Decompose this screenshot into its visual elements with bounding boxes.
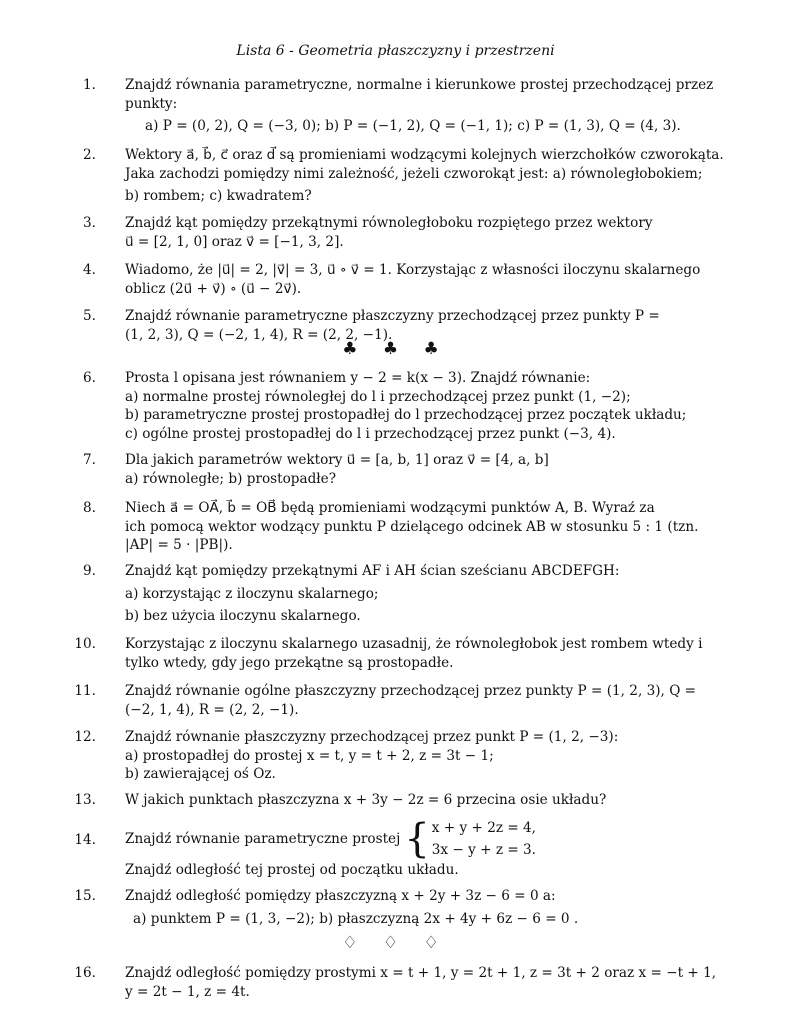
problem-number: 2. <box>83 147 96 163</box>
problem-text: |AP| = 5 · |PB|). <box>125 537 233 553</box>
equation-system <box>404 817 536 861</box>
problem-1 <box>83 76 714 136</box>
problem-text: Wiadomo, że |u⃗| = 2, |v⃗| = 3, u⃗ ∘ v⃗ = 1. Korzystając z własności iloczynu skalarnego <box>125 262 701 278</box>
problem-text: punkty: <box>125 95 178 112</box>
problem-8 <box>83 499 699 555</box>
problem-text: a) równoległe; b) prostopadłe? <box>125 470 337 487</box>
problem-number: 7. <box>83 452 96 468</box>
problem-text: u⃗ = [2, 1, 0] oraz v⃗ = [−1, 3, 2]. <box>125 233 344 250</box>
problem-number: 1. <box>83 77 96 93</box>
problem-text: a) normalne prostej równoległej do l i przechodzącej przez punkt (1, −2); <box>125 388 631 405</box>
problem-3 <box>83 214 662 251</box>
problem-text: Niech a⃗ = OA⃗, b⃗ = OB⃗ będą promieniami wodzącymi punktów A, B. Wyraź za <box>125 500 655 516</box>
problem-text: Znajdź równanie parametryczne prostej <box>125 830 401 847</box>
problem-11 <box>74 682 697 719</box>
problem-number: 11. <box>74 683 96 699</box>
problem-text: a) korzystając z iloczynu skalarnego; <box>125 585 379 602</box>
problem-9 <box>83 562 662 626</box>
problem-text: Znajdź równanie płaszczyzny przechodzącej przez punkt P = (1, 2, −3): <box>125 729 619 745</box>
problem-number: 14. <box>74 832 96 848</box>
problem-7 <box>83 451 662 488</box>
equation-line: 3x − y + z = 3. <box>431 842 537 858</box>
problem-options: a) P = (0, 2), Q = (−3, 0); b) P = (−1, 2), Q = (−1, 1); c) P = (1, 3), Q = (4, 3). <box>145 118 681 134</box>
problem-number: 4. <box>83 262 96 278</box>
problem-text: Korzystając z iloczynu skalarnego uzasadnij, że równoległobok jest rombem wtedy i <box>125 636 703 652</box>
problem-text: Jaka zachodzi pomiędzy nimi zależność, jeżeli czworokąt jest: a) równoległobokiem; <box>125 165 703 182</box>
problem-text: (−2, 1, 4), R = (2, 2, −1). <box>125 701 299 718</box>
problem-number: 15. <box>74 888 96 904</box>
problem-text: W jakich punktach płaszczyzna x + 3y − 2z = 6 przecina osie układu? <box>125 792 607 808</box>
problem-text: b) bez użycia iloczynu skalarnego. <box>125 608 361 624</box>
problem-number: 5. <box>83 308 96 324</box>
problem-number: 3. <box>83 215 96 231</box>
problem-text: oblicz (2u⃗ + v⃗) ∘ (u⃗ − 2v⃗). <box>125 280 302 297</box>
problem-2 <box>83 146 724 206</box>
problem-number: 16. <box>74 965 96 981</box>
equation-line: x + y + 2z = 4, <box>431 820 537 836</box>
problem-text: Dla jakich parametrów wektory u⃗ = [a, b, 1] oraz v⃗ = [4, a, b] <box>125 452 549 468</box>
problem-6 <box>83 369 687 443</box>
problem-text: b) zawierającej oś Oz. <box>125 766 276 782</box>
problem-text: a) prostopadłej do prostej x = t, y = t + 2, z = 3t − 1; <box>125 747 494 764</box>
problem-number: 10. <box>74 636 96 652</box>
problem-text: Znajdź odległość pomiędzy płaszczyzną x + 2y + 3z − 6 = 0 a: <box>125 888 556 904</box>
problem-text: b) rombem; c) kwadratem? <box>125 188 312 204</box>
problem-text: y = 2t − 1, z = 4t. <box>125 983 250 1000</box>
problem-text: Znajdź kąt pomiędzy przekątnymi AF i AH ścian sześcianu ABCDEFGH: <box>125 563 620 579</box>
problem-14 <box>74 816 662 880</box>
clubs-separator: ♣ ♣ ♣ <box>342 339 449 359</box>
brace-symbol: { <box>404 816 430 862</box>
page-title: Lista 6 - Geometria płaszczyzny i przestrzeni <box>236 43 555 59</box>
problem-number: 8. <box>83 500 96 516</box>
problem-number: 12. <box>74 729 96 745</box>
problem-16 <box>74 964 717 1001</box>
problem-text: Znajdź równania parametryczne, normalne i kierunkowe prostej przechodzącej przez <box>125 77 714 93</box>
diamonds-separator: ♢ ♢ ♢ <box>342 933 449 953</box>
problem-text: Znajdź równanie parametryczne płaszczyzny przechodzącej przez punkty P = <box>125 308 660 324</box>
problem-number: 13. <box>74 792 96 808</box>
problem-text: Znajdź odległość pomiędzy prostymi x = t + 1, y = 2t + 1, z = 3t + 2 oraz x = −t + 1, <box>125 965 717 981</box>
problem-12 <box>74 728 662 784</box>
problem-text: Prosta l opisana jest równaniem y − 2 = k(x − 3). Znajdź równanie: <box>125 370 591 386</box>
problem-text: Wektory a⃗, b⃗, c⃗ oraz d⃗ są promieniami wodzącymi kolejnych wierzchołków czworokąta. <box>125 147 724 163</box>
problem-number: 6. <box>83 370 96 386</box>
problem-text: b) parametryczne prostej prostopadłej do l przechodzącej przez początek układu; <box>125 407 687 423</box>
problem-text: Znajdź równanie ogólne płaszczyzny przechodzącej przez punkty P = (1, 2, 3), Q = <box>125 683 697 699</box>
problem-options: a) punktem P = (1, 3, −2); b) płaszczyzną 2x + 4y + 6z − 6 = 0 . <box>133 910 579 927</box>
problem-4 <box>83 261 701 298</box>
problem-15 <box>74 887 662 928</box>
problem-text: tylko wtedy, gdy jego przekątne są prostopadłe. <box>125 654 454 671</box>
problem-text: (1, 2, 3), Q = (−2, 1, 4), R = (2, 2, −1). <box>125 326 393 343</box>
problem-number: 9. <box>83 563 96 579</box>
problem-13 <box>74 791 662 810</box>
problem-text: c) ogólne prostej prostopadłej do l i przechodzącej przez punkt (−3, 4). <box>125 425 616 442</box>
problem-text: ich pomocą wektor wodzący punktu P dzielącego odcinek AB w stosunku 5 : 1 (tzn. <box>125 518 699 535</box>
problem-text: Znajdź kąt pomiędzy przekątnymi równoległoboku rozpiętego przez wektory <box>125 215 653 231</box>
problem-10 <box>74 635 703 672</box>
problem-text: Znajdź odległość tej prostej od początku układu. <box>125 862 459 878</box>
